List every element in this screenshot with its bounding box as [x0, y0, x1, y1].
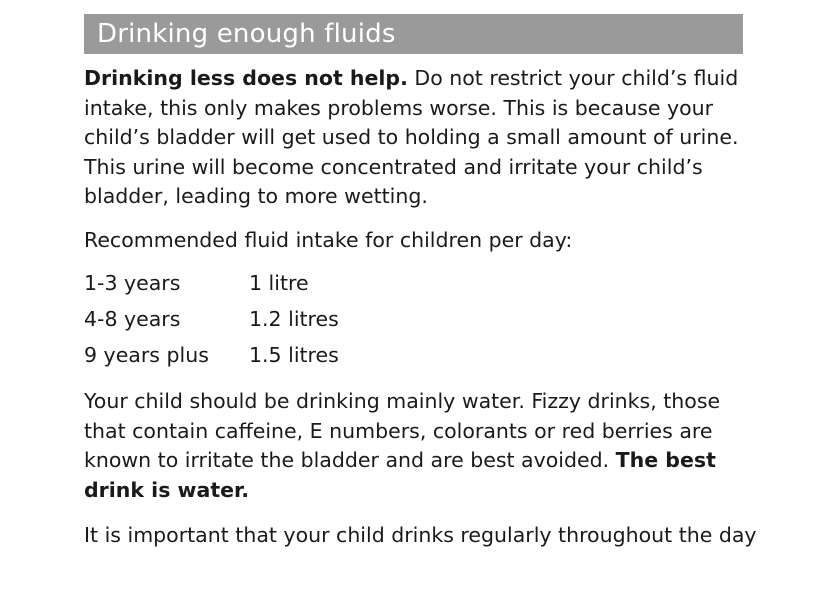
table-row	[84, 301, 760, 337]
paragraph-body-text: Your child should be drinking mainly water. Fizzy drinks, those that contain caffeine, E numbers, colorants or red berries are known to irritate the bladder and are best avoided.	[84, 389, 721, 472]
paragraph-recommended-intake: Recommended fluid intake for children per day:	[84, 227, 573, 252]
intake-age: 1-3 years	[84, 271, 181, 295]
paragraph-lead-bold: Drinking less does not help.	[84, 66, 408, 90]
paragraph-drinking-less	[84, 64, 760, 212]
intake-table	[84, 265, 760, 373]
paragraph-emphasis-bold: The best drink is water.	[84, 448, 716, 502]
paragraph-body-text: Do not restrict your child’s fluid intake, this only makes problems worse. This is because your child’s bladder will get used to holding a small amount of urine. This urine will become concentrated and irritate your child’s bladder, leading to more wetting.	[84, 66, 739, 208]
intake-amount: 1.2 litres	[249, 307, 339, 331]
intake-amount: 1 litre	[249, 271, 309, 295]
intake-age: 9 years plus	[84, 343, 209, 367]
table-row	[84, 337, 760, 373]
slide-content	[84, 64, 760, 551]
paragraph-mainly-water	[84, 387, 760, 505]
intake-age: 4-8 years	[84, 307, 181, 331]
table-row	[84, 265, 760, 301]
intake-amount: 1.5 litres	[249, 343, 339, 367]
title-bar	[84, 14, 743, 54]
page-title: Drinking enough fluids	[97, 19, 396, 49]
paragraph-drink-regularly: It is important that your child drinks regularly throughout the day	[84, 523, 757, 547]
